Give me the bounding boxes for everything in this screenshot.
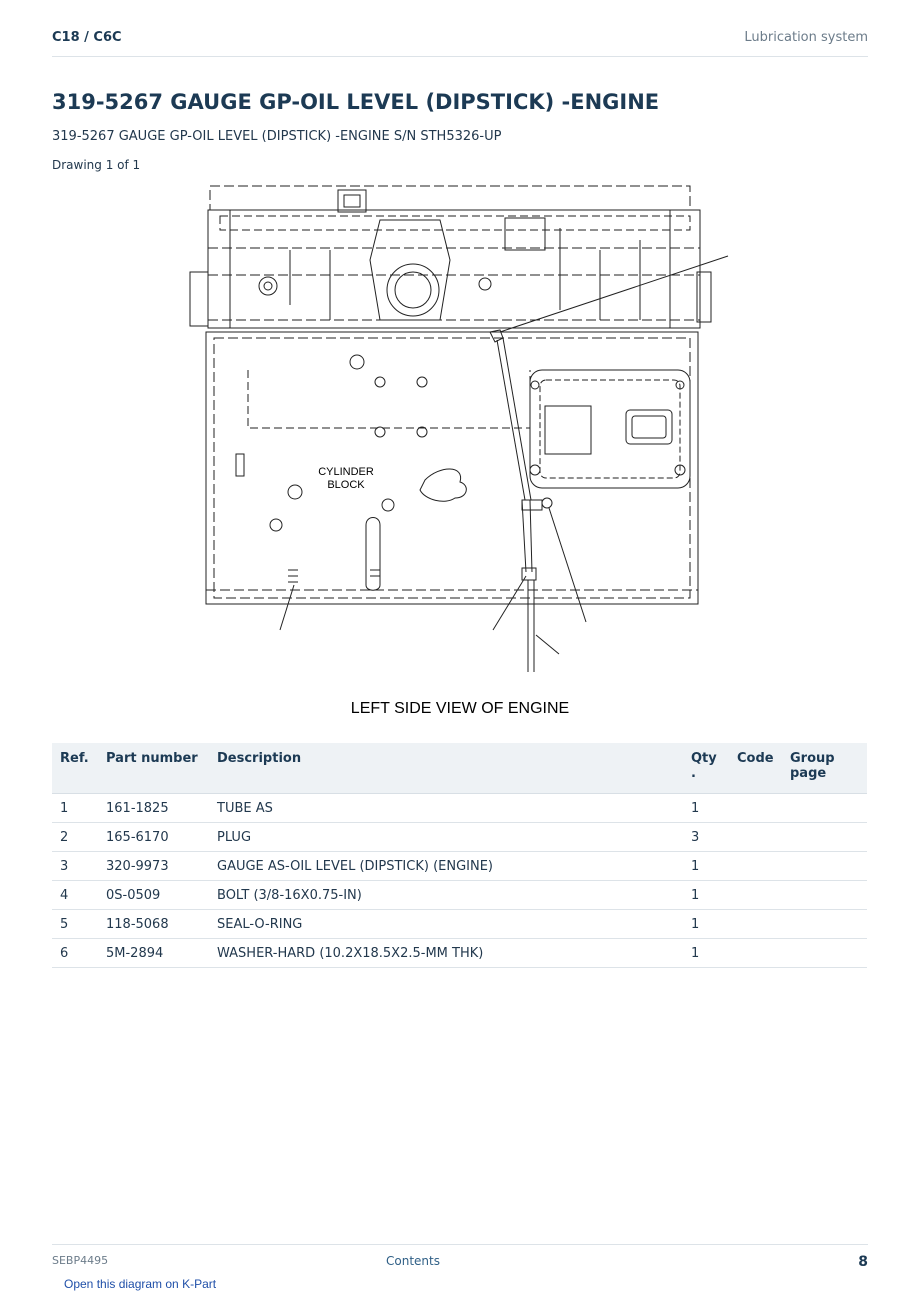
- part-number-cell: 165-6170: [98, 823, 209, 852]
- table-row: [52, 794, 867, 823]
- group-page-cell: [782, 823, 867, 852]
- part-number-cell: 118-5068: [98, 910, 209, 939]
- description-cell: WASHER-HARD (10.2X18.5X2.5-MM THK): [209, 939, 683, 968]
- diagram-caption: LEFT SIDE VIEW OF ENGINE: [350, 700, 570, 717]
- table-row: [52, 852, 867, 881]
- ref-cell: 4: [52, 881, 98, 910]
- description-cell: GAUGE AS-OIL LEVEL (DIPSTICK) (ENGINE): [209, 852, 683, 881]
- part-number-cell: 0S-0509: [98, 881, 209, 910]
- description-cell: TUBE AS: [209, 794, 683, 823]
- block-label: BLOCK: [327, 479, 365, 491]
- page-number: 8: [858, 1254, 868, 1270]
- parts-table: [52, 743, 867, 968]
- code-cell: [729, 823, 782, 852]
- description-cell: PLUG: [209, 823, 683, 852]
- code-cell: [729, 794, 782, 823]
- model-label: C18 / C6C: [52, 30, 122, 45]
- qty-header-line2: .: [691, 766, 696, 781]
- qty-header-line1: Qty: [691, 751, 717, 766]
- group-page-cell: [782, 852, 867, 881]
- description-header: Description: [209, 743, 683, 794]
- ref-cell: 6: [52, 939, 98, 968]
- table-row: [52, 939, 867, 968]
- leader-lines: [280, 256, 728, 654]
- group-page-cell: [782, 939, 867, 968]
- code-cell: [729, 939, 782, 968]
- qty-cell: 1: [683, 939, 729, 968]
- description-cell: SEAL-O-RING: [209, 910, 683, 939]
- ref-header: Ref.: [52, 743, 98, 794]
- part-number-cell: 5M-2894: [98, 939, 209, 968]
- cylinder-label: CYLINDER: [318, 466, 374, 478]
- code-cell: [729, 910, 782, 939]
- qty-cell: 1: [683, 852, 729, 881]
- group-page-cell: [782, 881, 867, 910]
- cylinder-head-outline: [190, 186, 711, 328]
- page-subtitle: 319-5267 GAUGE GP-OIL LEVEL (DIPSTICK) -ENGINE S/N STH5326-UP: [52, 129, 502, 144]
- qty-cell: 1: [683, 910, 729, 939]
- page-title: 319-5267 GAUGE GP-OIL LEVEL (DIPSTICK) -ENGINE: [52, 90, 660, 114]
- contents-link[interactable]: Contents: [386, 1254, 440, 1268]
- ref-cell: 1: [52, 794, 98, 823]
- group-page-cell: [782, 794, 867, 823]
- group-page-header: [782, 743, 867, 794]
- engine-diagram: [170, 180, 750, 680]
- group-header-line2: page: [790, 766, 827, 781]
- group-page-cell: [782, 910, 867, 939]
- page-footer: [52, 1244, 868, 1271]
- table-row: [52, 910, 867, 939]
- qty-cell: 1: [683, 794, 729, 823]
- page-header: [52, 28, 868, 57]
- part-number-cell: 320-9973: [98, 852, 209, 881]
- drawing-count: Drawing 1 of 1: [52, 158, 141, 172]
- qty-cell: 3: [683, 823, 729, 852]
- group-header-line1: Group: [790, 751, 835, 766]
- part-number-header: Part number: [98, 743, 209, 794]
- ref-cell: 5: [52, 910, 98, 939]
- table-header-row: [52, 743, 867, 794]
- qty-header: [683, 743, 729, 794]
- table-row: [52, 823, 867, 852]
- document-number: SEBP4495: [52, 1254, 109, 1267]
- ecm-module: [530, 370, 690, 488]
- code-cell: [729, 881, 782, 910]
- ref-cell: 2: [52, 823, 98, 852]
- section-label: Lubrication system: [744, 30, 868, 45]
- qty-cell: 1: [683, 881, 729, 910]
- part-number-cell: 161-1825: [98, 794, 209, 823]
- description-cell: BOLT (3/8-16X0.75-IN): [209, 881, 683, 910]
- ref-cell: 3: [52, 852, 98, 881]
- code-cell: [729, 852, 782, 881]
- code-header: Code: [729, 743, 782, 794]
- table-row: [52, 881, 867, 910]
- open-diagram-link[interactable]: Open this diagram on K-Part: [64, 1277, 217, 1291]
- cylinder-block-outline: [206, 332, 698, 604]
